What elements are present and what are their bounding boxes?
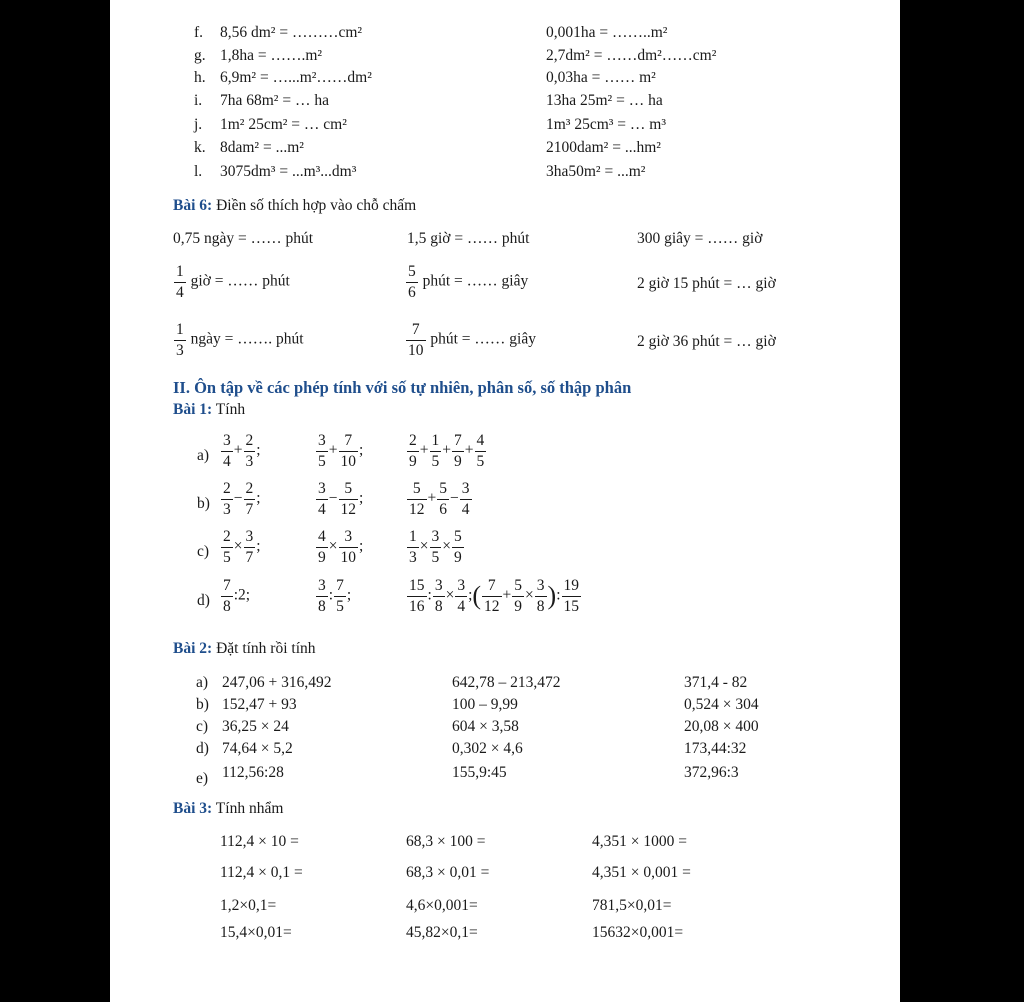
item-right: 3ha50m² = ...m²	[546, 163, 646, 180]
bai2-cell: 0,302 × 4,6	[452, 740, 523, 757]
fraction: $\frac{7}{10}$	[408, 321, 424, 359]
section-2-title: II. Ôn tập về các phép tính với số tự nhiên, phân số, số thập phân	[173, 378, 632, 397]
worksheet-page	[110, 0, 900, 1002]
item-label: i.	[194, 92, 203, 109]
bai3-heading	[173, 800, 283, 818]
bai3-cell: 68,3 × 0,01 =	[406, 864, 490, 881]
bai1-b-1: $\frac{2}{3}$ − $\frac{2}{7}$ ;	[223, 480, 261, 518]
bai2-cell: 0,524 × 304	[684, 696, 759, 713]
item-label: f.	[194, 24, 204, 41]
bai1-label-d: d)	[197, 592, 210, 609]
bai2-cell: 100 – 9,99	[452, 696, 518, 713]
item-right: 13ha 25m² = … ha	[546, 92, 663, 109]
bai1-d-2: $\frac{3}{8}$ : $\frac{7}{5}$ ;	[318, 577, 352, 615]
bai2-label: b)	[196, 696, 209, 713]
item-right: 1m³ 25cm³ = … m³	[546, 116, 666, 133]
bai2-title: Bài 2:	[173, 640, 213, 657]
bai2-label: c)	[196, 718, 209, 735]
bai1-heading	[173, 401, 245, 419]
bai6-r3-c1: $\frac{1}{3}$ ngày = ……. phút	[176, 321, 304, 359]
item-label: h.	[194, 69, 206, 86]
item-left: 3075dm³ = ...m³...dm³	[220, 163, 357, 180]
bai1-a-2: $\frac{3}{5}$ + $\frac{7}{10}$ ;	[318, 432, 364, 470]
bai2-cell: 371,4 - 82	[684, 674, 748, 691]
bai1-c-1: $\frac{2}{5}$ × $\frac{3}{7}$ ;	[223, 528, 261, 566]
item-label: l.	[194, 163, 203, 180]
bai2-heading	[173, 640, 316, 658]
bai1-label-a: a)	[197, 447, 210, 464]
bai3-cell: 4,351 × 0,001 =	[592, 864, 691, 881]
item-right: 0,001ha = ……..m²	[546, 24, 668, 41]
bai1-c-3: $\frac{1}{3}$ × $\frac{3}{5}$ × $\frac{5}{9}$	[409, 528, 462, 566]
bai1-desc: Tính	[215, 401, 246, 418]
item-left: 6,9m² = …...m²……dm²	[220, 69, 372, 86]
bai2-label: d)	[196, 740, 209, 757]
bai6-heading	[173, 197, 416, 215]
item-right: 0,03ha = …… m²	[546, 69, 656, 86]
bai2-cell: 173,44:32	[684, 740, 747, 757]
bai6-r1-c1: 0,75 ngày = …… phút	[173, 230, 314, 247]
bai2-cell: 112,56:28	[222, 764, 284, 781]
bai1-d-3: $\frac{15}{16}$ : $\frac{3}{8}$ × $\frac{3}{4}$ ;( $\frac{7}{12}$ + $\frac{5}{9}$ × $\frac{3}{8}$ ): $\frac{19}{15}$	[409, 577, 580, 615]
bai1-a-3: $\frac{2}{9}$ + $\frac{1}{5}$ + $\frac{7}{9}$ + $\frac{4}{5}$	[409, 432, 485, 470]
bai3-cell: 4,351 × 1000 =	[592, 833, 687, 850]
bai2-cell: 74,64 × 5,2	[222, 740, 293, 757]
bai3-cell: 112,4 × 10 =	[220, 833, 299, 850]
bai2-cell: 155,9:45	[452, 764, 507, 781]
fraction: $\frac{5}{6}$	[408, 263, 416, 301]
bai2-cell: 36,25 × 24	[222, 718, 289, 735]
bai6-r3-c3: 2 giờ 36 phút = … giờ	[637, 333, 776, 350]
bai1-b-2: $\frac{3}{4}$ − $\frac{5}{12}$ ;	[318, 480, 364, 518]
item-left: 7ha 68m² = … ha	[220, 92, 329, 109]
bai6-r2-c2: $\frac{5}{6}$ phút = …… giây	[408, 263, 529, 301]
bai2-desc: Đặt tính rồi tính	[216, 640, 316, 657]
bai6-r1-c3: 300 giây = …… giờ	[637, 230, 763, 247]
bai1-title: Bài 1:	[173, 401, 213, 418]
bai3-cell: 1,2×0,1=	[220, 897, 277, 914]
bai3-desc: Tính nhẩm	[215, 800, 284, 817]
item-left: 8dam² = ...m²	[220, 139, 304, 156]
bai3-cell: 15,4×0,01=	[220, 924, 292, 941]
bai2-cell: 642,78 – 213,472	[452, 674, 561, 691]
bai1-label-b: b)	[197, 495, 210, 512]
bai1-b-3: $\frac{5}{12}$ + $\frac{5}{6}$ − $\frac{3}{4}$	[409, 480, 470, 518]
item-label: j.	[194, 116, 203, 133]
bai2-label: a)	[196, 674, 209, 691]
bai3-title: Bài 3:	[173, 800, 213, 817]
bai3-cell: 45,82×0,1=	[406, 924, 478, 941]
bai2-label: e)	[196, 770, 209, 787]
bai1-label-c: c)	[197, 543, 210, 560]
fraction: $\frac{1}{3}$	[176, 321, 184, 359]
bai3-cell: 4,6×0,001=	[406, 897, 478, 914]
bai2-cell: 247,06 + 316,492	[222, 674, 332, 691]
item-right: 2100dam² = ...hm²	[546, 139, 661, 156]
item-right: 2,7dm² = ……dm²……cm²	[546, 47, 717, 64]
bai6-desc: Điền số thích hợp vào chỗ chấm	[216, 197, 417, 214]
bai2-cell: 152,47 + 93	[222, 696, 297, 713]
bai3-cell: 781,5×0,01=	[592, 897, 672, 914]
item-left: 1m² 25cm² = … cm²	[220, 116, 347, 133]
bai3-cell: 112,4 × 0,1 =	[220, 864, 303, 881]
bai6-r2-c3: 2 giờ 15 phút = … giờ	[637, 275, 776, 292]
bai2-cell: 604 × 3,58	[452, 718, 519, 735]
bai3-cell: 68,3 × 100 =	[406, 833, 486, 850]
bai6-r2-c1: $\frac{1}{4}$ giờ = …… phút	[176, 263, 290, 301]
bai6-title: Bài 6:	[173, 197, 213, 214]
item-left: 8,56 dm² = ………cm²	[220, 24, 363, 41]
item-label: k.	[194, 139, 206, 156]
bai1-c-2: $\frac{4}{9}$ × $\frac{3}{10}$ ;	[318, 528, 364, 566]
bai2-cell: 372,96:3	[684, 764, 739, 781]
bai1-a-1: $\frac{3}{4}$ + $\frac{2}{3}$ ;	[223, 432, 261, 470]
fraction: $\frac{1}{4}$	[176, 263, 184, 301]
bai6-r1-c2: 1,5 giờ = …… phút	[407, 230, 530, 247]
item-left: 1,8ha = …….m²	[220, 47, 323, 64]
item-label: g.	[194, 47, 206, 64]
bai6-r3-c2: $\frac{7}{10}$ phút = …… giây	[408, 321, 536, 359]
bai1-d-1: $\frac{7}{8}$ :2;	[223, 577, 251, 615]
bai3-cell: 15632×0,001=	[592, 924, 684, 941]
bai2-cell: 20,08 × 400	[684, 718, 759, 735]
